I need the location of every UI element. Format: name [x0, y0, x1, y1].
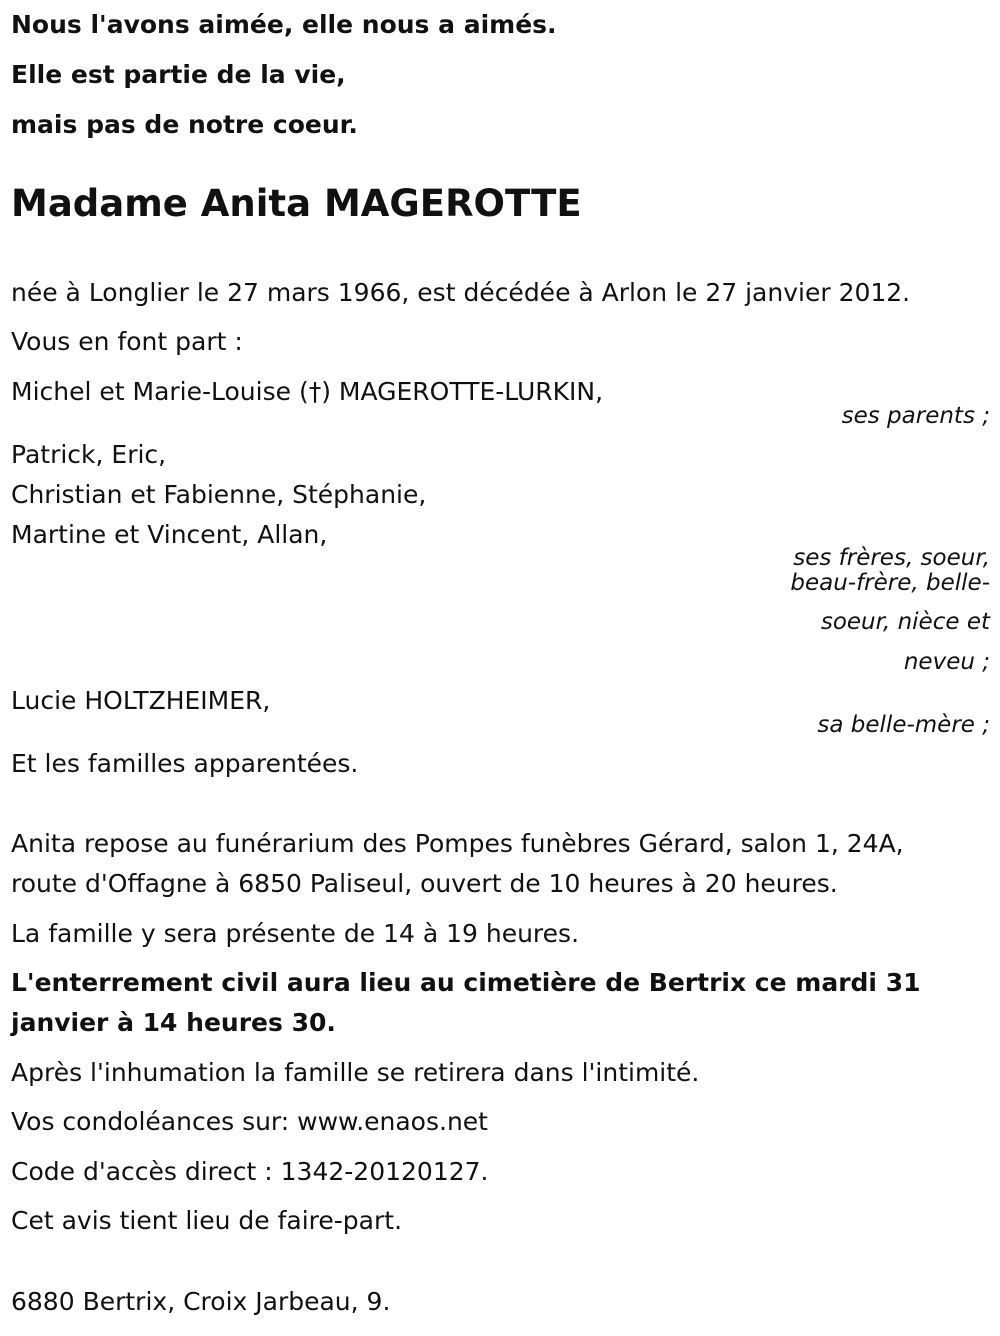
relation-role: ses parents ; — [841, 403, 990, 429]
after-burial: Après l'inhumation la famille se retirera dans l'intimité. — [11, 1058, 700, 1087]
address: 6880 Bertrix, Croix Jarbeau, 9. — [11, 1287, 391, 1316]
access-code: Code d'accès direct : 1342-20120127. — [11, 1157, 489, 1186]
parents-names: Michel et Marie-Louise (†) MAGEROTTE-LURKIN, — [11, 377, 604, 406]
epitaph-line: Nous l'avons aimée, elle nous a aimés. — [11, 10, 557, 39]
burial-info: janvier à 14 heures 30. — [11, 1008, 336, 1037]
relation-role: soeur, nièce et — [820, 609, 990, 635]
families-line: Et les familles apparentées. — [11, 749, 359, 778]
deceased-name: Madame Anita MAGEROTTE — [11, 182, 582, 225]
epitaph-line: mais pas de notre coeur. — [11, 110, 358, 139]
epitaph-line: Elle est partie de la vie, — [11, 60, 346, 89]
relation-role: ses frères, soeur, — [793, 545, 990, 571]
relation-role: beau-frère, belle- — [790, 570, 990, 596]
burial-info: L'enterrement civil aura lieu au cimetière de Bertrix ce mardi 31 — [11, 968, 921, 997]
mother-in-law-name: Lucie HOLTZHEIMER, — [11, 686, 271, 715]
rest-location: route d'Offagne à 6850 Paliseul, ouvert de 10 heures à 20 heures. — [11, 869, 838, 898]
birth-death-info: née à Longlier le 27 mars 1966, est décédée à Arlon le 27 janvier 2012. — [11, 278, 911, 307]
siblings-names: Martine et Vincent, Allan, — [11, 520, 328, 549]
notice-line: Cet avis tient lieu de faire-part. — [11, 1206, 403, 1235]
announcers-intro: Vous en font part : — [11, 327, 243, 356]
rest-location: Anita repose au funérarium des Pompes funèbres Gérard, salon 1, 24A, — [11, 829, 904, 858]
relation-role: neveu ; — [903, 649, 990, 675]
siblings-names: Patrick, Eric, — [11, 440, 167, 469]
relation-role: sa belle-mère ; — [817, 712, 990, 738]
condolences-line: Vos condoléances sur: www.enaos.net — [11, 1107, 488, 1136]
siblings-names: Christian et Fabienne, Stéphanie, — [11, 480, 427, 509]
family-presence: La famille y sera présente de 14 à 19 heures. — [11, 919, 580, 948]
